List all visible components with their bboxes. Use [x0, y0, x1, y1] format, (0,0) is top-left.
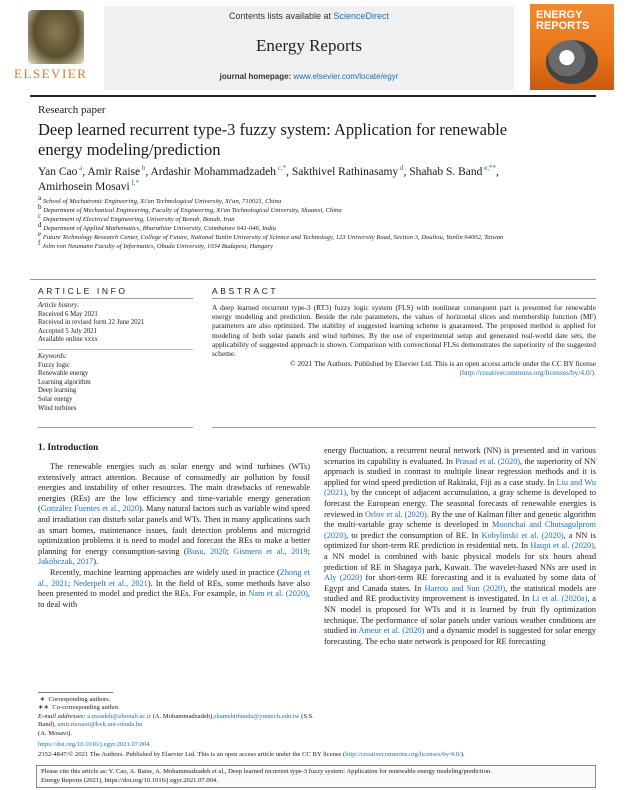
citation-link[interactable]: González Fuentes et al., 2020 — [40, 504, 140, 514]
license-prefix: 2352-4847/© 2021 The Authors. Published by Elsevier Ltd. This is an open access article under the CC BY license ( — [38, 751, 346, 758]
article-history — [38, 302, 193, 345]
author-affiliation-marker[interactable]: e,** — [482, 164, 496, 173]
body-text: ). Many natural factors such as variable wind speed and irradiation can disturb solar panels and WTs. Then in many applications such as smart homes, maintenance issues, fault detection problems and microgrid optimization problems it is need to model and forecast the REs to make a better planning for energy consumption-saving ( — [38, 504, 311, 556]
affiliation-marker: c — [38, 212, 43, 221]
author-affiliation-marker[interactable]: c,* — [276, 164, 287, 173]
footnote-corresponding: ∗ Corresponding authors. — [38, 695, 111, 703]
email-link[interactable]: a.mzadeh@ubonab.ac.ir — [87, 712, 151, 720]
affiliation — [38, 212, 578, 225]
co-corresponding-text: Co-corresponding author. — [52, 704, 120, 712]
body-text: , a NN is optimized for short-term RE prediction in residential nets. In — [324, 530, 596, 551]
body-text: for short-term RE forecasting and it is evaluated by some data of Egypt and Canada states. In — [324, 573, 596, 593]
affiliation-text: Future Technology Research Center, College of Future, National Yunlin University of Science and Technology, 123 University Road, Section 3, Douliou, Yunlin 64002, Taiwan — [42, 234, 504, 242]
footnotes — [38, 696, 318, 738]
license-suffix: ). — [460, 751, 465, 758]
body-text: , to deal with — [38, 589, 310, 609]
header-divider — [30, 95, 596, 97]
elsevier-tree-icon — [28, 10, 84, 64]
author-list: Yan Cao $^a$, Amir Raise $^b$, Ardashir Mohammadzadeh $^{c,*}$, Sakthivel Rathinasamy $^d$, Shahab S. Band $^{e,**}$, Amirhosein Mosavi $^{f,*}$ — [38, 164, 499, 193]
corresponding-text: Corresponding authors. — [48, 695, 111, 703]
body-text: , by the concept of adjacent accumulation, a gray scheme is developed to forecast the European energy. The seasonal forecasts of renewable energies is reviewed in — [324, 488, 596, 519]
history-divider — [38, 349, 193, 350]
abstract-copyright — [212, 359, 596, 377]
author-affiliation-marker[interactable]: a — [77, 164, 83, 173]
keyword: Deep learning — [38, 387, 77, 395]
affiliation-marker: d — [38, 221, 44, 230]
keyword-list — [38, 362, 193, 414]
left-column-block — [38, 462, 314, 738]
body-text: ). In the field of REs, some methods have also been presented to model and predict the REs. For example, in — [38, 578, 310, 599]
history-item: Available online xxxx — [38, 336, 98, 344]
keyword: Learning algorithm — [38, 378, 91, 386]
citation-link[interactable]: Ameur et al. (2020) — [358, 626, 425, 636]
sciencedirect-link[interactable]: ScienceDirect — [333, 11, 390, 21]
publisher-name: ELSEVIER — [14, 66, 88, 81]
author-name[interactable]: Ardashir Mohammadzadeh — [150, 166, 276, 178]
cover-title — [536, 10, 589, 32]
doi-link[interactable]: https://doi.org/10.1016/j.egyr.2021.07.004 — [38, 741, 150, 748]
affiliation — [38, 194, 578, 207]
citation-link[interactable]: Liu and Wu (2021) — [324, 477, 596, 498]
keywords — [38, 353, 193, 413]
keywords-label: Keywords: — [38, 352, 68, 360]
body-text: The renewable energies such as solar energy and wind turbines (WTs) extensively attract attention. Because of consumedly air pollution by fossil energies and instability of other resources. The main drawbacks of renewable energies (REs) are the low efficiency and time-variable energy generation ( — [38, 462, 310, 514]
body-text: , to predict the consumption of RE. In — [346, 530, 482, 540]
abstract-block — [212, 303, 596, 378]
citation-link[interactable]: Busu, 2020 — [186, 546, 227, 556]
homepage-line — [104, 72, 514, 81]
footer-license-link[interactable]: http://creativecommons.org/licenses/by/4.0/ — [345, 751, 461, 758]
affiliation — [38, 239, 578, 252]
citation-link[interactable]: Haupt et al. (2020) — [530, 541, 594, 551]
article-info-divider — [38, 298, 193, 299]
citation-line-2: Energy Reports (2021), https://doi.org/10.1016/j.egyr.2021.07.004. — [41, 776, 218, 784]
body-text: ; — [226, 546, 234, 556]
affiliation — [38, 203, 578, 216]
body-text: , the statistical models are studied and RE productivity improvement is investigated. In — [324, 583, 596, 604]
body-text: Recently, machine learning approaches are widely used in practice ( — [50, 567, 280, 577]
citation-link[interactable]: Kobylinski et al. (2020) — [481, 530, 564, 540]
affiliation-text: Department of Electrical Engineering, University of Bonab, Bonab, Iran — [42, 216, 235, 224]
title-block — [38, 103, 578, 253]
elsevier-logo[interactable] — [8, 6, 88, 84]
citation-link[interactable]: Aly (2020) — [324, 573, 363, 583]
journal-header — [0, 0, 626, 95]
citation-link[interactable]: Orlov et al. (2020) — [365, 509, 427, 519]
author-name[interactable]: Yan Cao — [38, 166, 78, 178]
body-text: ; — [67, 578, 74, 588]
email-owner: (A. Mohammadzadeh), — [150, 712, 214, 720]
keyword: Wind turbines — [38, 404, 77, 412]
body-text: , the superiority of NN approach is studied in contrast to multiple linear regression methods and it is applied for wind speed prediction of Rakiraki, Fiji as a case study. In — [324, 456, 596, 487]
citation-link[interactable]: Moonchai and Chutsagulprom (2020) — [324, 520, 596, 540]
footnote-co-corresponding: ∗∗ Co-corresponding author. — [38, 704, 120, 712]
body-text: ). — [93, 557, 99, 567]
copyright-text: © 2021 The Authors. Published by Elsevier Ltd. This is an open access article under the CC BY license — [290, 359, 596, 369]
cover-title-line-2: REPORTS — [536, 20, 590, 32]
citation-link[interactable]: Harrou and Sun (2020) — [424, 583, 506, 593]
section-heading-introduction: 1. Introduction — [38, 443, 99, 453]
footnote-last-line: (A. Mosavi). — [38, 729, 72, 737]
citation-link[interactable]: Li et al. (2020a) — [531, 594, 588, 604]
citation-box — [36, 765, 596, 788]
history-item: Accepted 5 July 2021 — [38, 327, 98, 335]
affiliations-divider — [30, 279, 596, 280]
body-paragraph — [38, 462, 310, 568]
contents-prefix: Contents lists available at — [228, 11, 334, 21]
abstract-text: A deep learned recurrent type-3 (RT3) fuzzy logic system (FLS) with nonlinear consequent part is presented for renewable energy modeling and prediction. Beside the rule parameters, the values of horizontal slices and membership function (MF) parameters are also optimized. The stability of suggested learning scheme is guaranteed. The proposed method is applied for modeling of both solar panels and wind turbines. By the use of experimental setup and generated real-world date sets, the applicability of suggested approach is shown. Comparison with convectional FLSs demonstrates the superiority of the suggested scheme. — [212, 303, 596, 359]
affiliation-marker: b — [38, 203, 44, 212]
citation-link[interactable]: Zhong et al., 2021 — [38, 567, 310, 588]
body-text: . By the use of Kalman filter and genetic algorithm the multi-variable gray scheme is developed in — [324, 509, 596, 530]
citation-link[interactable]: Nederpelt et al., 2021 — [73, 578, 148, 588]
body-paragraph — [324, 446, 596, 647]
author-affiliation-marker[interactable]: d — [398, 164, 404, 173]
history-label: Article history: — [38, 302, 80, 309]
body-text: energy fluctuation, a recurrent neural network (NN) is presented and in various scenarios its capability is evaluated. In — [324, 446, 596, 466]
body-text: , a NN model is proposed for WTs and it is learned by fruit fly optimization technique. The performance of solar panels under various weather conditions are studied in — [324, 594, 596, 636]
affiliation-text: Department of Mechanical Engineering, Faculty of Engineering, Xi'an Technological University, Shaanxi, China — [43, 207, 342, 215]
affiliation-text: John von Neumann Faculty of Informatics, Obuda University, 1034 Budapest, Hungary — [42, 243, 274, 251]
history-list — [38, 311, 193, 345]
citation-link[interactable]: Nam et al. (2020) — [248, 589, 308, 599]
footnote-area — [38, 692, 318, 738]
affiliation — [38, 221, 578, 234]
homepage-prefix: journal homepage: — [219, 72, 294, 81]
affiliation-marker: a — [38, 194, 43, 202]
body-column-right — [324, 446, 596, 736]
author-affiliation-marker[interactable]: b — [140, 164, 146, 173]
journal-cover[interactable] — [530, 4, 614, 90]
citation-line-1: Please cite this article as: Y. Cao, A. Raise, A. Mohammadzadeh et al., Deep learned recurrent type-3 fuzzy system: Application for renewable energy modeling/prediction. — [41, 768, 492, 775]
article-info-heading: ARTICLE INFO — [38, 286, 128, 296]
article-type: Research paper — [38, 104, 106, 116]
homepage-link[interactable]: www.elsevier.com/locate/egyr — [293, 72, 399, 81]
affiliation — [38, 230, 578, 243]
license-line — [38, 751, 598, 759]
affiliation-text: School of Mechatronic Engineering, Xi'an Technological University, Xi'an, 710021, China — [42, 198, 282, 206]
footnote-divider — [38, 692, 113, 693]
cover-graphic-icon — [546, 40, 598, 84]
email-label: E-mail addresses: — [38, 712, 88, 720]
abstract-heading: ABSTRACT — [212, 286, 279, 296]
email-owner: (S.S. Band), — [38, 712, 314, 729]
abstract-bottom-divider — [212, 427, 596, 428]
author-name[interactable]: Amir Raise — [87, 166, 141, 178]
footnote-emails — [38, 713, 318, 730]
body-text: , a NN model is combined with basic physical models for six hours ahead prediction of RE in Shagaya park, Kuwait. The wavelet-based NNs are used in — [324, 541, 596, 572]
journal-title: Energy Reports — [256, 36, 362, 55]
email-link[interactable]: amir.mosavi@kvk.uni-obuda.hu — [57, 721, 143, 729]
keyword: Fuzzy logic — [38, 361, 70, 369]
keyword: Solar energy — [38, 395, 73, 403]
paper-title: Deep learned recurrent type-3 fuzzy system: Application for renewable energy modeling/prediction — [38, 120, 508, 159]
affiliation-text: Department of Applied Mathematics, Bharathiar University, Coimbatore 641-046, India — [43, 225, 277, 233]
history-item: Received 6 May 2021 — [38, 310, 98, 318]
affiliations — [38, 194, 578, 253]
abstract-divider — [212, 298, 596, 299]
author-name[interactable]: Amirhosein Mosavi — [38, 181, 130, 193]
body-column-left — [38, 462, 310, 610]
email-link[interactable]: shamshirbands@yuntech.edu.tw — [213, 712, 300, 720]
body-text: ; — [307, 546, 310, 556]
author-affiliation-marker[interactable]: f,* — [129, 179, 140, 188]
citation-link[interactable]: Gismero et al., 2019 — [233, 546, 308, 556]
keywords-divider — [38, 427, 193, 428]
author-name[interactable]: Shahab S. Band — [409, 166, 483, 178]
history-item: Received in revised form 22 June 2021 — [38, 319, 145, 327]
affiliation-marker: f — [38, 239, 43, 248]
body-paragraph — [38, 568, 310, 610]
keyword: Renewable energy — [38, 370, 89, 378]
citation-link[interactable]: Jakóbczak, 2017 — [38, 557, 94, 567]
journal-banner — [104, 6, 514, 90]
citation-link[interactable]: Prasad et al. (2020) — [455, 456, 521, 466]
article-info-block — [38, 302, 193, 413]
author-name[interactable]: Sakthivel Rathinasamy — [291, 166, 399, 178]
contents-line — [104, 11, 514, 21]
cover-title-line-1: ENERGY — [536, 9, 583, 21]
body-text: and a dynamic model is suggested for solar energy forecasting. The echo state network is proposed for RE forecasting — [324, 626, 596, 646]
license-link[interactable]: (http://creativecommons.org/licenses/by/4.0/). — [459, 368, 596, 378]
affiliation-marker: e — [38, 230, 43, 239]
